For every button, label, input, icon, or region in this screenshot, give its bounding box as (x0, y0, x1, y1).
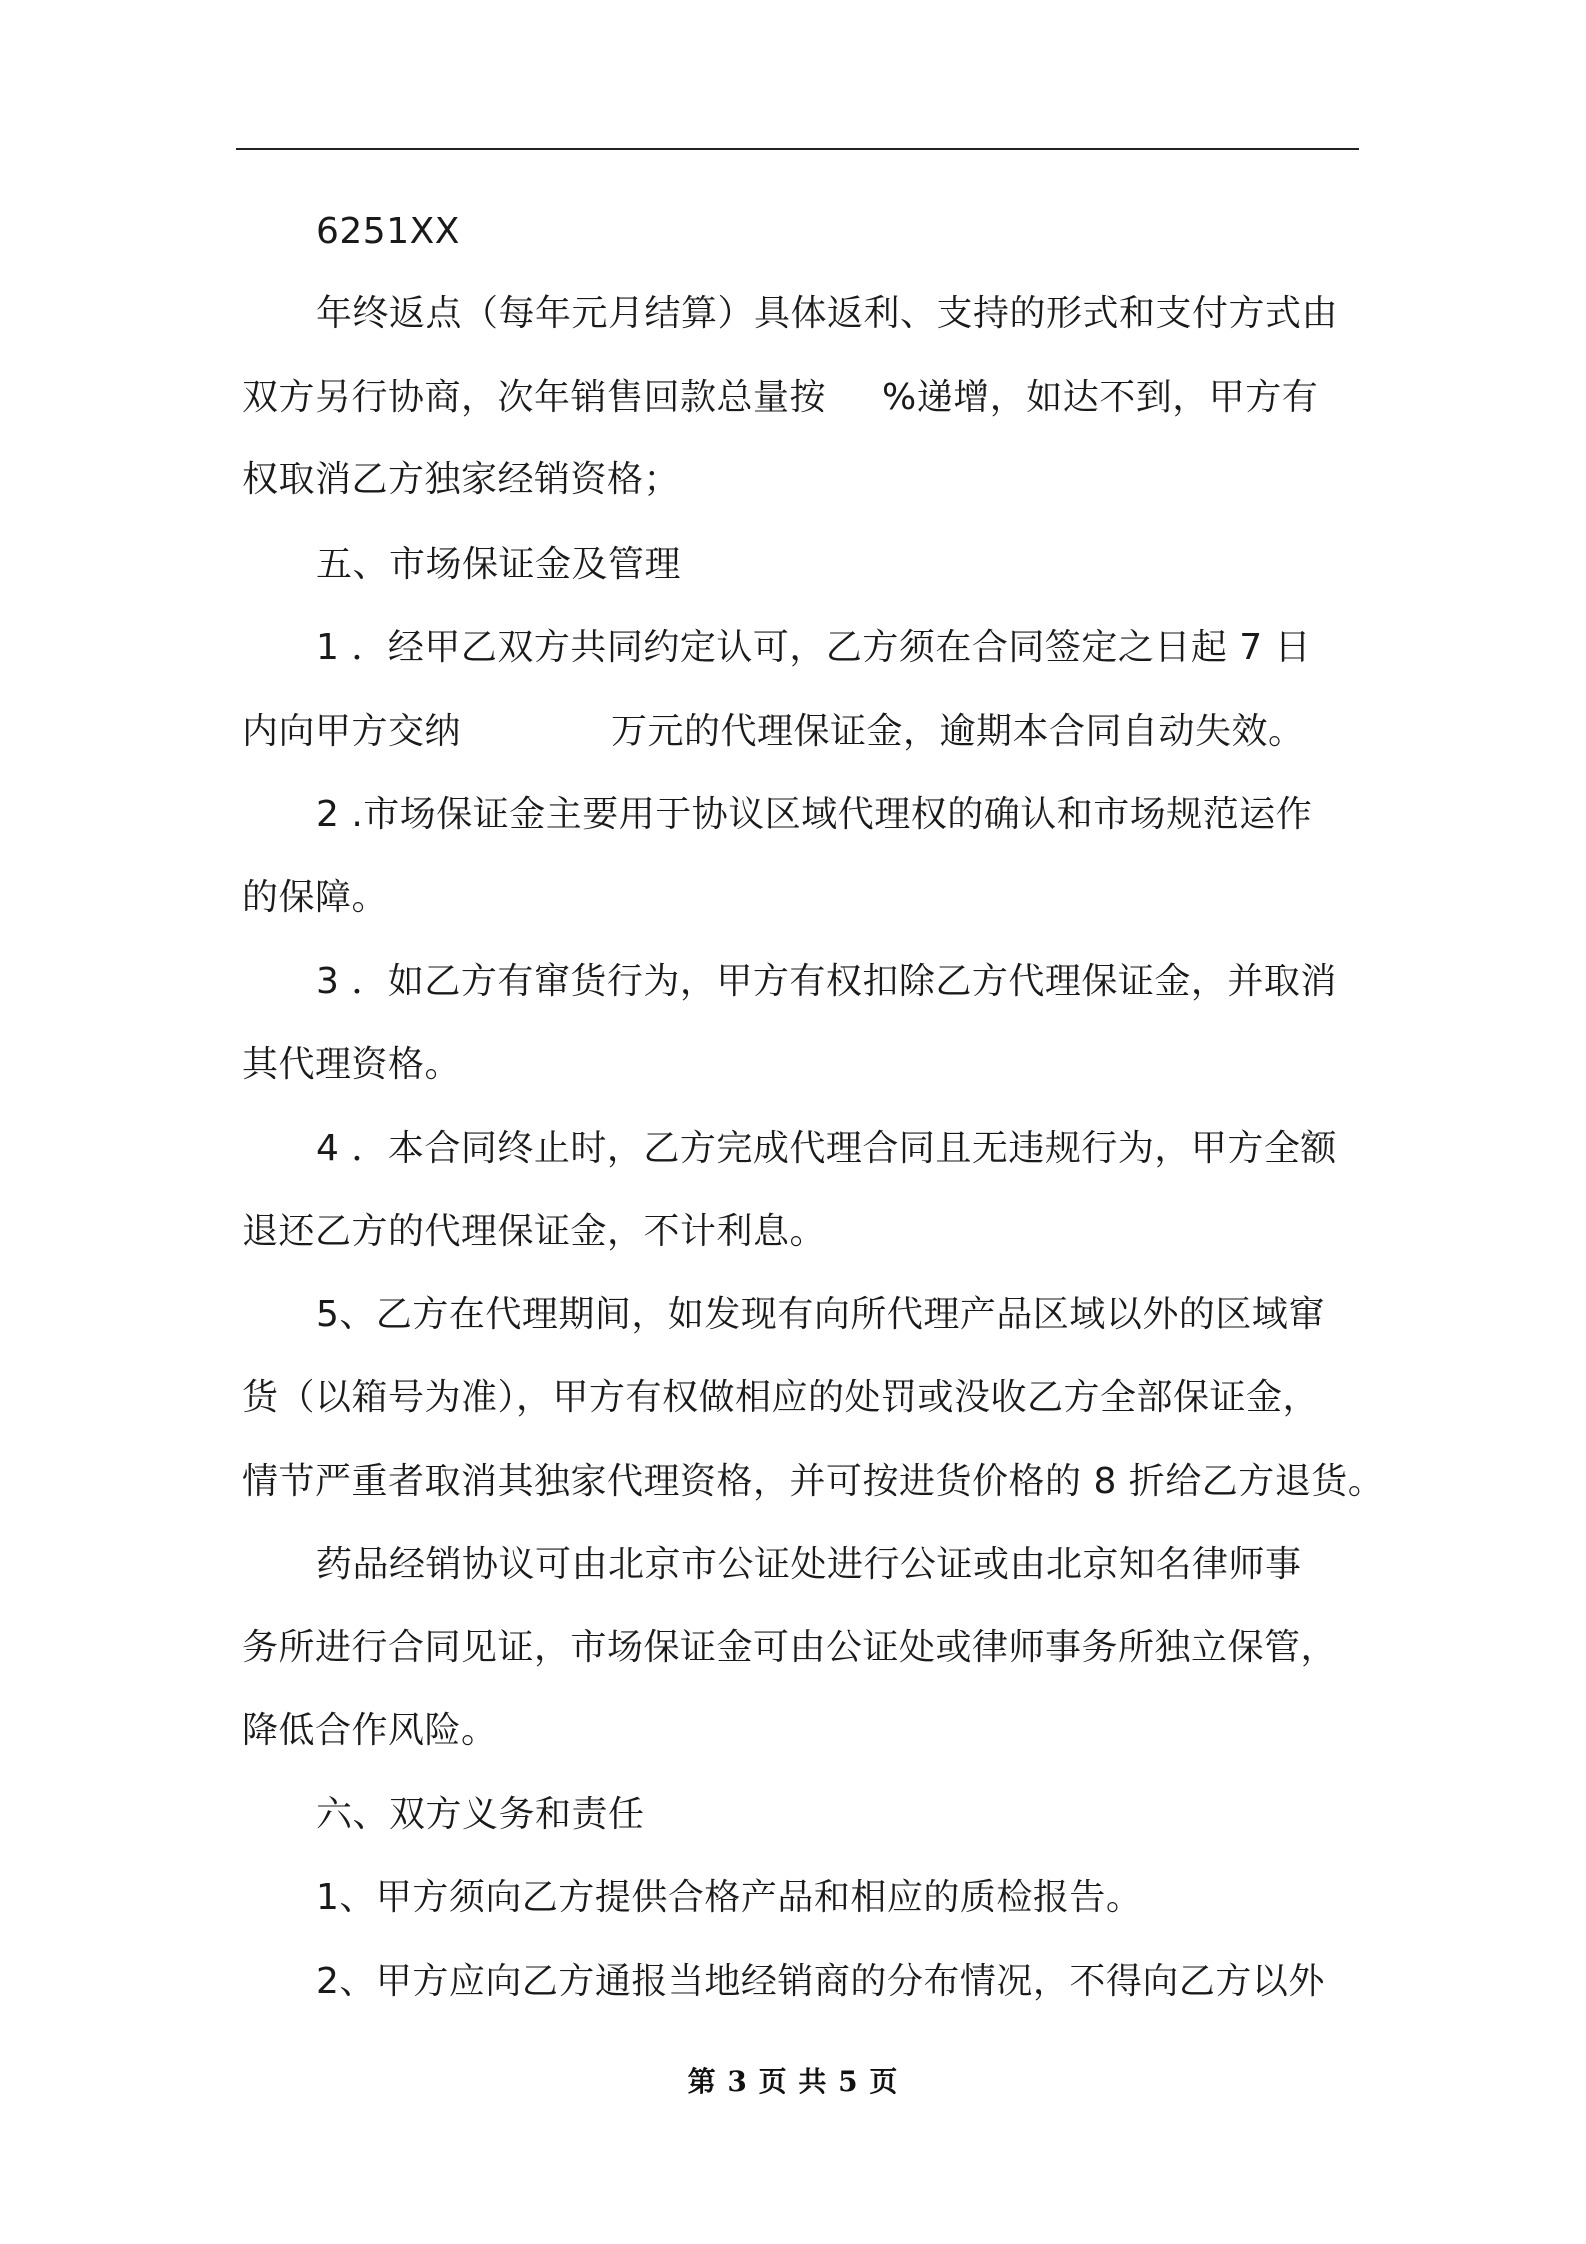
section-heading: 六、双方义务和责任 (316, 1794, 645, 1835)
note-line: 降低合作风险。 (242, 1710, 498, 1751)
clause-line: 情节严重者取消其独家代理资格，并可按进货价格的 8 折给乙方退货。 (242, 1461, 1385, 1502)
paragraph-text: %递增，如达不到，甲方有 (882, 377, 1319, 418)
clause-line: 1、甲方须向乙方提供合格产品和相应的质检报告。 (316, 1877, 1143, 1918)
note-line: 药品经销协议可由北京市公证处进行公证或由北京知名律师事 (316, 1544, 1302, 1585)
paragraph-text: 双方另行协商，次年销售回款总量按 (242, 377, 827, 418)
clause-line: 退还乙方的代理保证金，不计利息。 (242, 1211, 827, 1252)
paragraph-line: 年终返点（每年元月结算）具体返利、支持的形式和支付方式由 (316, 293, 1339, 334)
page-footer: 第 3 页 共 5 页 (687, 2065, 899, 2098)
clause-line: 货（以箱号为准），甲方有权做相应的处罚或没收乙方全部保证金， (242, 1377, 1320, 1418)
clause-line: 5、乙方在代理期间，如发现有向所代理产品区域以外的区域窜 (316, 1294, 1325, 1335)
paragraph-line: 权取消乙方独家经销资格； (242, 459, 681, 500)
clause-line: 4 ．本合同终止时，乙方完成代理合同且无违规行为，甲方全额 (316, 1128, 1337, 1169)
clause-line: 其代理资格。 (242, 1044, 462, 1085)
clause-text: 内向甲方交纳 (242, 711, 462, 752)
clause-line: 3 ．如乙方有窜货行为，甲方有权扣除乙方代理保证金，并取消 (316, 961, 1337, 1002)
header-rule (236, 148, 1359, 150)
section-heading: 五、市场保证金及管理 (316, 544, 682, 585)
clause-text: 万元的代理保证金，逾期本合同自动失效。 (611, 711, 1305, 752)
clause-line: 1 ．经甲乙双方共同约定认可，乙方须在合同签定之日起 7 日 (316, 627, 1312, 668)
clause-line: 2 .市场保证金主要用于协议区域代理权的确认和市场规范运作 (316, 794, 1313, 835)
paragraph-line (242, 376, 1318, 420)
clause-line: 2、甲方应向乙方通报当地经销商的分布情况，不得向乙方以外 (316, 1961, 1325, 2002)
top-code: 6251XX (316, 211, 460, 252)
clause-line (242, 710, 1305, 754)
clause-line: 的保障。 (242, 877, 389, 918)
note-line: 务所进行合同见证，市场保证金可由公证处或律师事务所独立保管， (242, 1627, 1338, 1668)
